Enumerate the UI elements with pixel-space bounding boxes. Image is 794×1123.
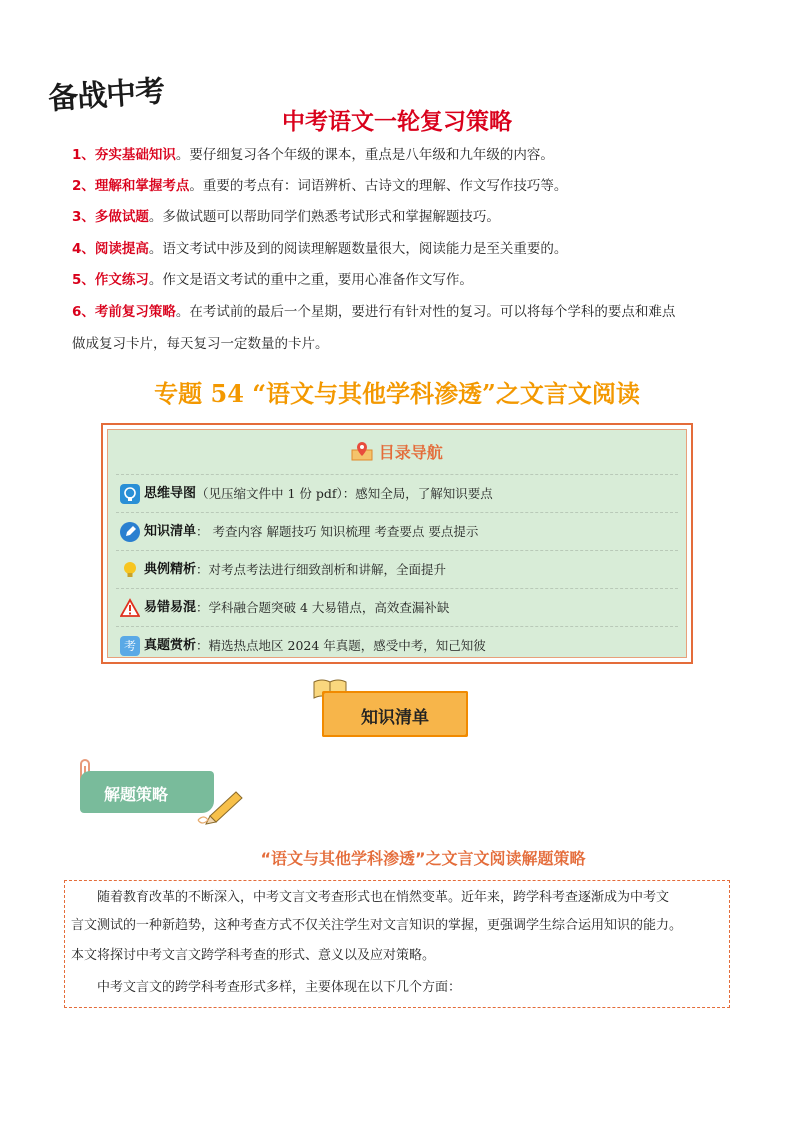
strategy-num: 2、: [72, 178, 95, 194]
toc-panel: [107, 429, 687, 658]
strategy-key: 理解和掌握考点: [94, 178, 190, 194]
divider: [116, 626, 678, 628]
toc-item-text: ：学科融合题突破 4 大易错点，高效查漏补缺: [196, 600, 450, 615]
strategy-key: 夯实基础知识: [94, 147, 176, 163]
paragraph-line: 中考文言文的跨学科考查形式多样，主要体现在以下几个方面：: [97, 980, 462, 995]
exam-icon: 考: [120, 636, 140, 656]
divider: [116, 512, 678, 514]
strategy-text: 。重要的考点有：词语辨析、古诗文的理解、作文写作技巧等。: [189, 178, 568, 194]
strategy-key: 作文练习: [94, 272, 149, 288]
strategy-item: [72, 145, 732, 165]
divider: [116, 474, 678, 476]
strategy-key: 多做试题: [94, 209, 149, 225]
toc-item-label: 知识清单: [144, 524, 197, 539]
strategy-num: 1、: [72, 147, 95, 163]
strategy-text: 。在考试前的最后一个星期，要进行有针对性的复习。可以将每个学科的要点和难点: [175, 304, 676, 320]
toc-item-mindmap[interactable]: [120, 481, 493, 507]
logo: 备战中考: [47, 73, 166, 117]
toc-heading-text: 目录导航: [378, 443, 443, 462]
strategy-item: [72, 302, 732, 322]
toc-item-mistakes[interactable]: [120, 595, 449, 621]
strategy-num: 4、: [72, 241, 95, 257]
topic-title: 专题 54 “语文与其他学科渗透”之文言文阅读: [154, 379, 640, 408]
strategy-text: 。多做试题可以帮助同学们熟悉考试形式和掌握解题技巧。: [148, 209, 500, 225]
divider: [116, 550, 678, 552]
strategy-item: [72, 239, 732, 259]
paragraph-line: 本文将探讨中考文言文跨学科考查的形式、意义以及应对策略。: [71, 948, 436, 963]
divider: [116, 588, 678, 590]
toc-item-text: ： 考查内容 解题技巧 知识梳理 考查要点 要点提示: [196, 524, 479, 539]
content-box: [64, 880, 730, 1008]
toc-item-label: 思维导图: [144, 486, 197, 501]
strategy-item: [72, 176, 732, 196]
warning-icon: [120, 598, 140, 618]
strategy-tag-text: 解题策略: [104, 785, 169, 804]
strategy-tag: [80, 771, 214, 813]
toc-item-text: （见压缩文件中 1 份 pdf）：感知全局，了解知识要点: [196, 486, 493, 501]
toc-item-label: 真题赏析: [144, 638, 197, 653]
toc-item-examples[interactable]: [120, 557, 446, 583]
paragraph-line: 言文测试的一种新趋势，这种考查方式不仅关注学生对文言知识的掌握，更强调学生综合运用知识的能力。: [71, 918, 683, 933]
strategy-text: 。作文是语文考试的重中之重，要用心准备作文写作。: [148, 272, 473, 288]
toc-item-exam[interactable]: [120, 633, 486, 659]
strategy-continuation: 做成复习卡片，每天复习一定数量的卡片。: [72, 336, 329, 352]
map-pin-icon: [351, 440, 373, 462]
brain-icon: [120, 484, 140, 504]
strategy-key: 阅读提高: [94, 241, 149, 257]
strategy-num: 3、: [72, 209, 95, 225]
pencil-doodle-icon: [196, 786, 248, 826]
strategy-key: 考前复习策略: [94, 304, 176, 320]
paragraph-line: 随着教育改革的不断深入，中考文言文考查形式也在悄然变革。近年来，跨学科考查逐渐成为中考文: [97, 890, 670, 905]
toc-box: [101, 423, 693, 664]
strategy-item: [72, 207, 732, 227]
toc-item-text: ：对考点考法进行细致剖析和讲解，全面提升: [196, 562, 447, 577]
toc-item-label: 易错易混: [144, 600, 197, 615]
toc-item-knowledge[interactable]: [120, 519, 478, 545]
toc-item-text: ：精选热点地区 2024 年真题，感受中考，知己知彼: [196, 638, 486, 653]
strategy-text: 。语文考试中涉及到的阅读理解题数量很大，阅读能力是至关重要的。: [148, 241, 568, 257]
section-banner: [322, 691, 468, 737]
pencil-icon: [120, 522, 140, 542]
strategy-text: 。要仔细复习各个年级的课本，重点是八年级和九年级的内容。: [175, 147, 554, 163]
lightbulb-icon: [120, 560, 140, 580]
strategy-item: [72, 270, 732, 290]
section-subtitle: “语文与其他学科渗透”之文言文阅读解题策略: [260, 849, 586, 868]
section-banner-text: 知识清单: [361, 708, 429, 728]
strategy-num: 5、: [72, 272, 95, 288]
strategy-num: 6、: [72, 304, 95, 320]
toc-item-label: 典例精析: [144, 562, 197, 577]
main-title: 中考语文一轮复习策略: [282, 109, 512, 135]
toc-heading: [108, 440, 686, 463]
